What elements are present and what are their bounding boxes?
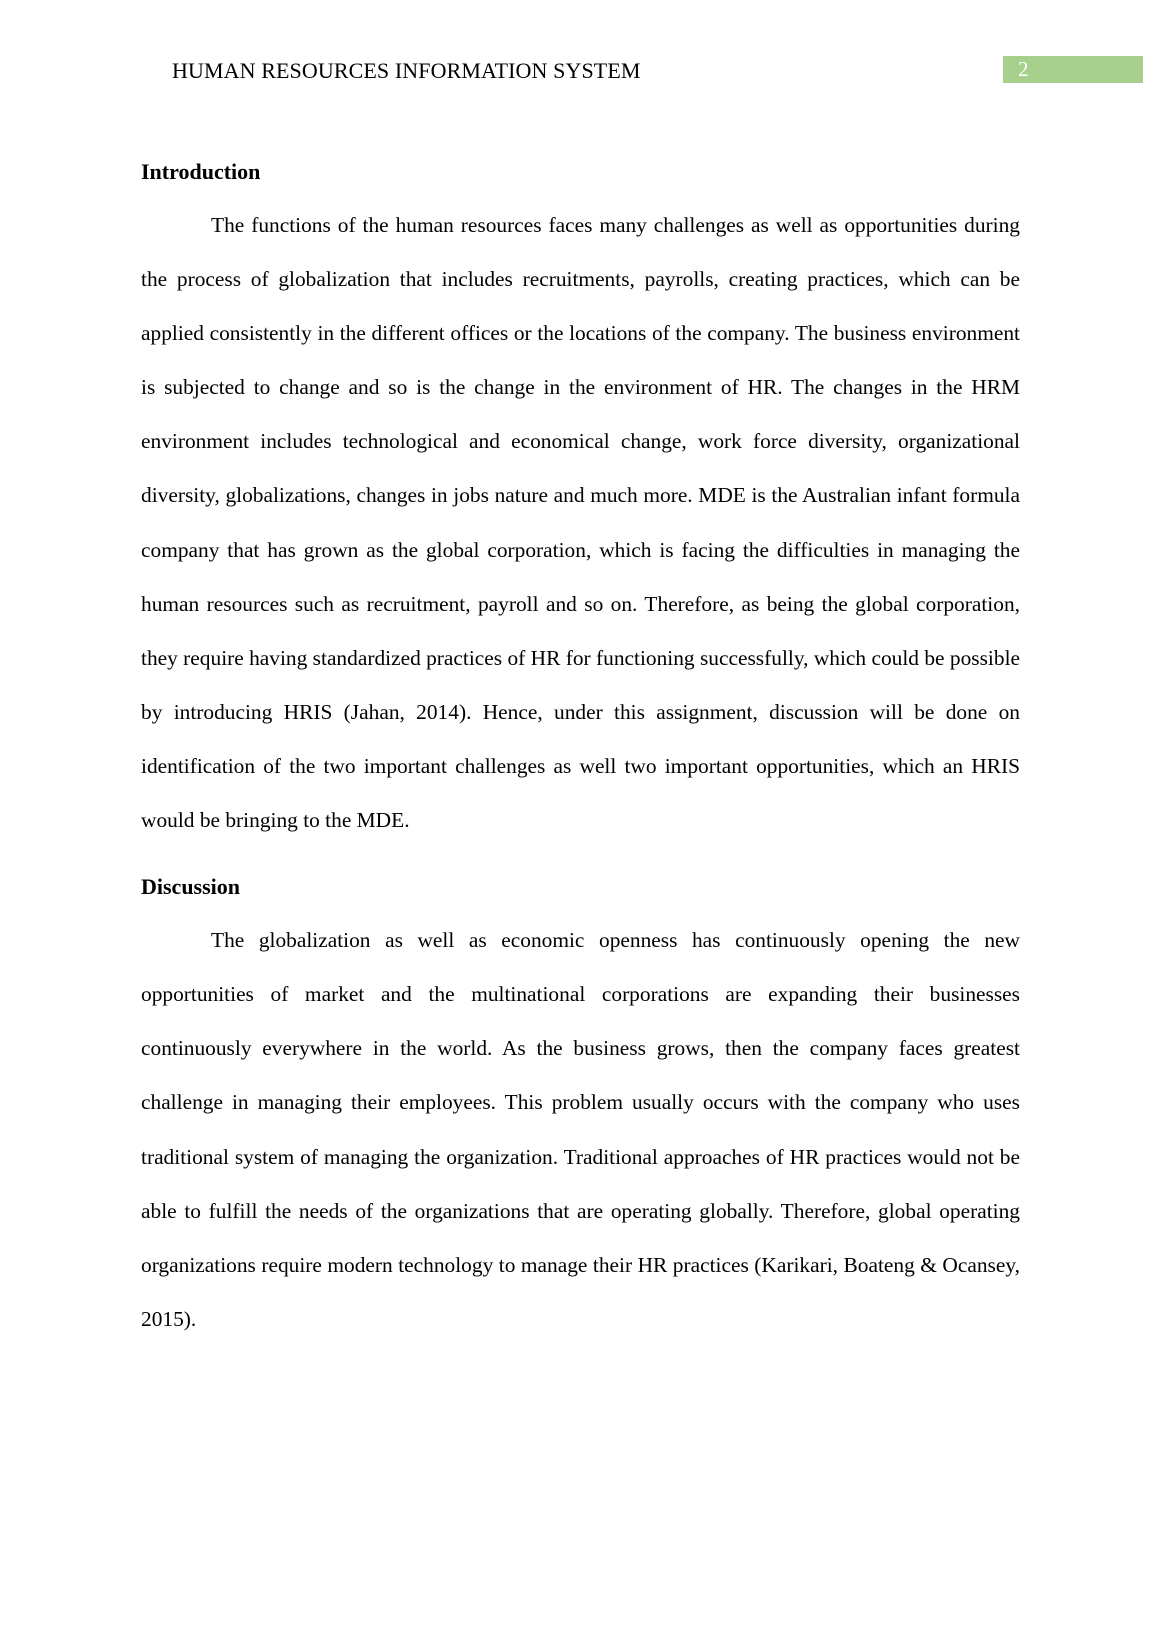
introduction-heading: Introduction [141,159,261,184]
introduction-paragraph: The functions of the human resources faces many challenges as well as opportunities during the process of globalization that includes recruitments, payrolls, creating practices, which can be applied consistently in the different offices or the locations of the company. The business environment is subjected to change and so is the change in the environment of HR. The changes in the HRM environment includes technological and economical change, work force diversity, organizational diversity, globalizations, changes in jobs nature and much more. MDE is the Australian infant formula company that has grown as the global corporation, which is facing the difficulties in managing the human resources such as recruitment, payroll and so on. Therefore, as being the global corporation, they require having standardized practices of HR for functioning successfully, which could be possible by introducing HRIS (Jahan, 2014). Hence, under this assignment, discussion will be done on identification of the two important challenges as well two important opportunities, which an HRIS would be bringing to the MDE. [141,213,1020,833]
discussion-heading: Discussion [141,874,241,900]
discussion-paragraph: The globalization as well as economic openness has continuously opening the new opportunities of market and the multinational corporations are expanding their businesses continuously everywhere in the world. As the business grows, then the company faces greatest challenge in managing their employees. This problem usually occurs with the company who uses traditional system of managing the organization. Traditional approaches of HR practices would not be able to fulfill the needs of the organizations that are operating globally. Therefore, global operating organizations require modern technology to manage their HR practices (Karikari, Boateng & Ocansey, 2015). [141,928,1020,1331]
page-number-badge [1003,56,1143,83]
running-head: HUMAN RESOURCES INFORMATION SYSTEM [172,58,641,83]
page-number: 2 [1018,57,1029,81]
document-body [141,157,1020,1346]
